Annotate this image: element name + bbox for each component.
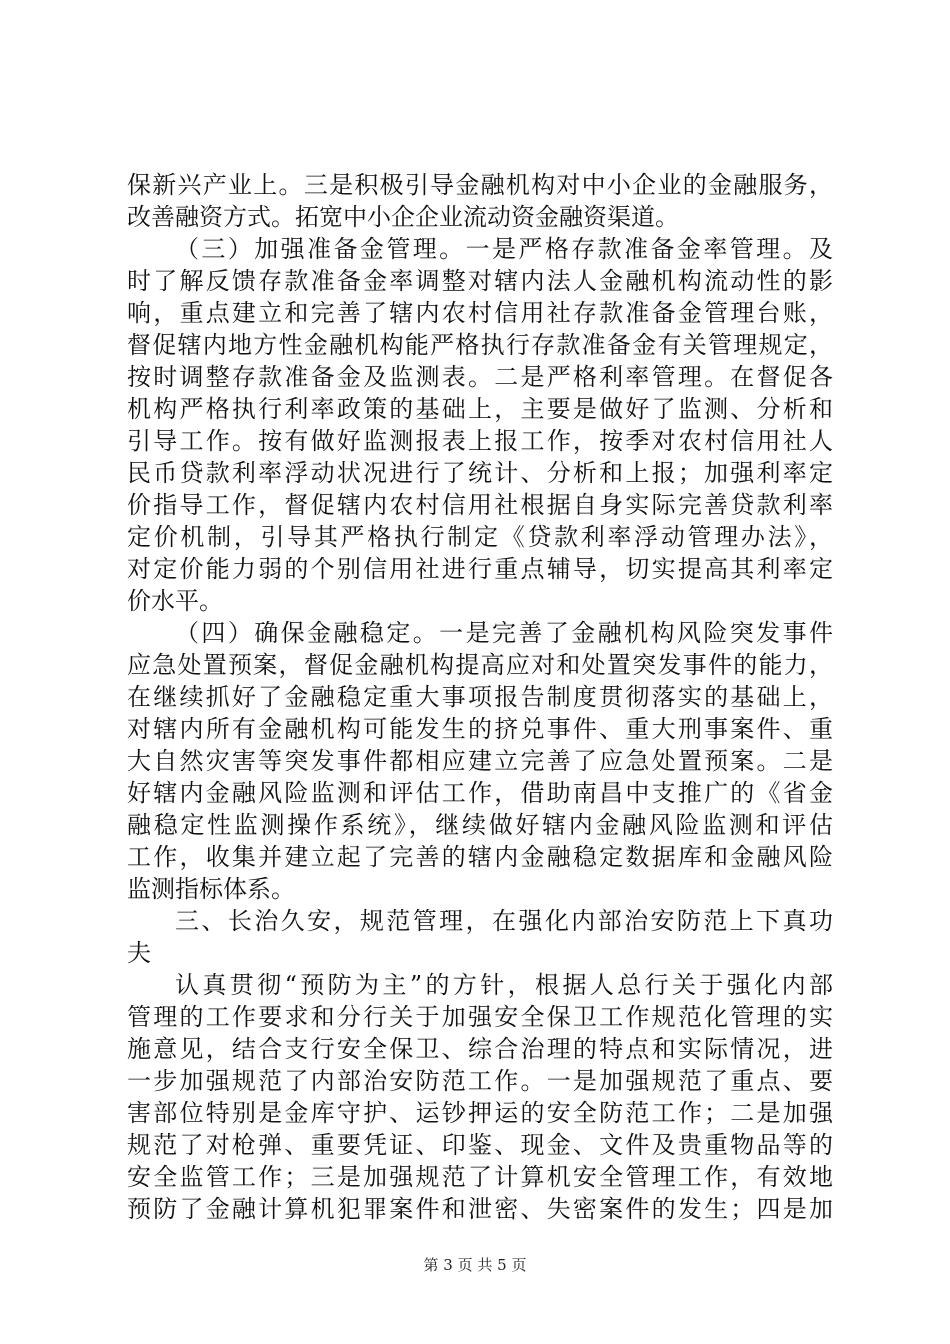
text-line: 融稳定性监测操作系统》，继续做好辖内金融风险监测和评估 <box>127 811 833 839</box>
text-line: 价水平。 <box>127 587 223 615</box>
text-line: 改善融资方式。拓宽中小企企业流动资金融资渠道。 <box>127 203 679 231</box>
text-line: 在继续抓好了金融稳定重大事项报告制度贯彻落实的基础上， <box>127 683 833 711</box>
text-line: 好辖内金融风险监测和评估工作，借助南昌中支推广的《省金 <box>127 779 833 807</box>
text-line: 规范了对枪弹、重要凭证、印鉴、现金、文件及贵重物品等的 <box>127 1131 833 1159</box>
document-body <box>127 169 833 1225</box>
text-line: 监测指标体系。 <box>127 875 295 903</box>
text-line: 价指导工作，督促辖内农村信用社根据自身实际完善贷款利率 <box>127 491 833 519</box>
text-line: 机构严格执行利率政策的基础上，主要是做好了监测、分析和 <box>127 395 833 423</box>
text-line: 民币贷款利率浮动状况进行了统计、分析和上报；加强利率定 <box>127 459 833 487</box>
text-line: 按时调整存款准备金及监测表。二是严格利率管理。在督促各 <box>127 363 833 391</box>
text-line: 大自然灾害等突发事件都相应建立完善了应急处置预案。二是 <box>127 747 833 775</box>
text-line: 认真贯彻“预防为主”的方针，根据人总行关于强化内部 <box>175 971 833 999</box>
text-line: 安全监管工作；三是加强规范了计算机安全管理工作，有效地 <box>127 1163 833 1191</box>
text-line: 害部位特别是金库守护、运钞押运的安全防范工作；二是加强 <box>127 1099 833 1127</box>
text-line: （三）加强准备金管理。一是严格存款准备金率管理。及 <box>175 235 833 263</box>
text-line: （四）确保金融稳定。一是完善了金融机构风险突发事件 <box>175 619 833 647</box>
text-line: 对定价能力弱的个别信用社进行重点辅导，切实提高其利率定 <box>127 555 833 583</box>
text-line: 应急处置预案，督促金融机构提高应对和处置突发事件的能力， <box>127 651 833 679</box>
text-line: 夫 <box>127 939 151 967</box>
text-line: 响，重点建立和完善了辖内农村信用社存款准备金管理台账， <box>127 299 833 327</box>
text-line: 管理的工作要求和分行关于加强安全保卫工作规范化管理的实 <box>127 1003 833 1031</box>
text-line: 施意见，结合支行安全保卫、综合治理的特点和实际情况，进 <box>127 1035 833 1063</box>
text-line: 工作，收集并建立起了完善的辖内金融稳定数据库和金融风险 <box>127 843 833 871</box>
page-number-label: 第 3 页 共 5 页 <box>423 1256 527 1274</box>
page-footer <box>0 1255 950 1275</box>
text-line: 三、长治久安，规范管理，在强化内部治安防范上下真功 <box>175 907 833 935</box>
text-line: 一步加强规范了内部治安防范工作。一是加强规范了重点、要 <box>127 1067 833 1095</box>
text-line: 对辖内所有金融机构可能发生的挤兑事件、重大刑事案件、重 <box>127 715 833 743</box>
text-line: 保新兴产业上。三是积极引导金融机构对中小企业的金融服务， <box>127 171 833 199</box>
text-line: 引导工作。按有做好监测报表上报工作，按季对农村信用社人 <box>127 427 833 455</box>
text-line: 预防了金融计算机犯罪案件和泄密、失密案件的发生；四是加 <box>127 1195 833 1223</box>
text-line: 督促辖内地方性金融机构能严格执行存款准备金有关管理规定， <box>127 331 833 359</box>
text-line: 时了解反馈存款准备金率调整对辖内法人金融机构流动性的影 <box>127 267 833 295</box>
text-line: 定价机制，引导其严格执行制定《贷款利率浮动管理办法》， <box>127 523 833 551</box>
